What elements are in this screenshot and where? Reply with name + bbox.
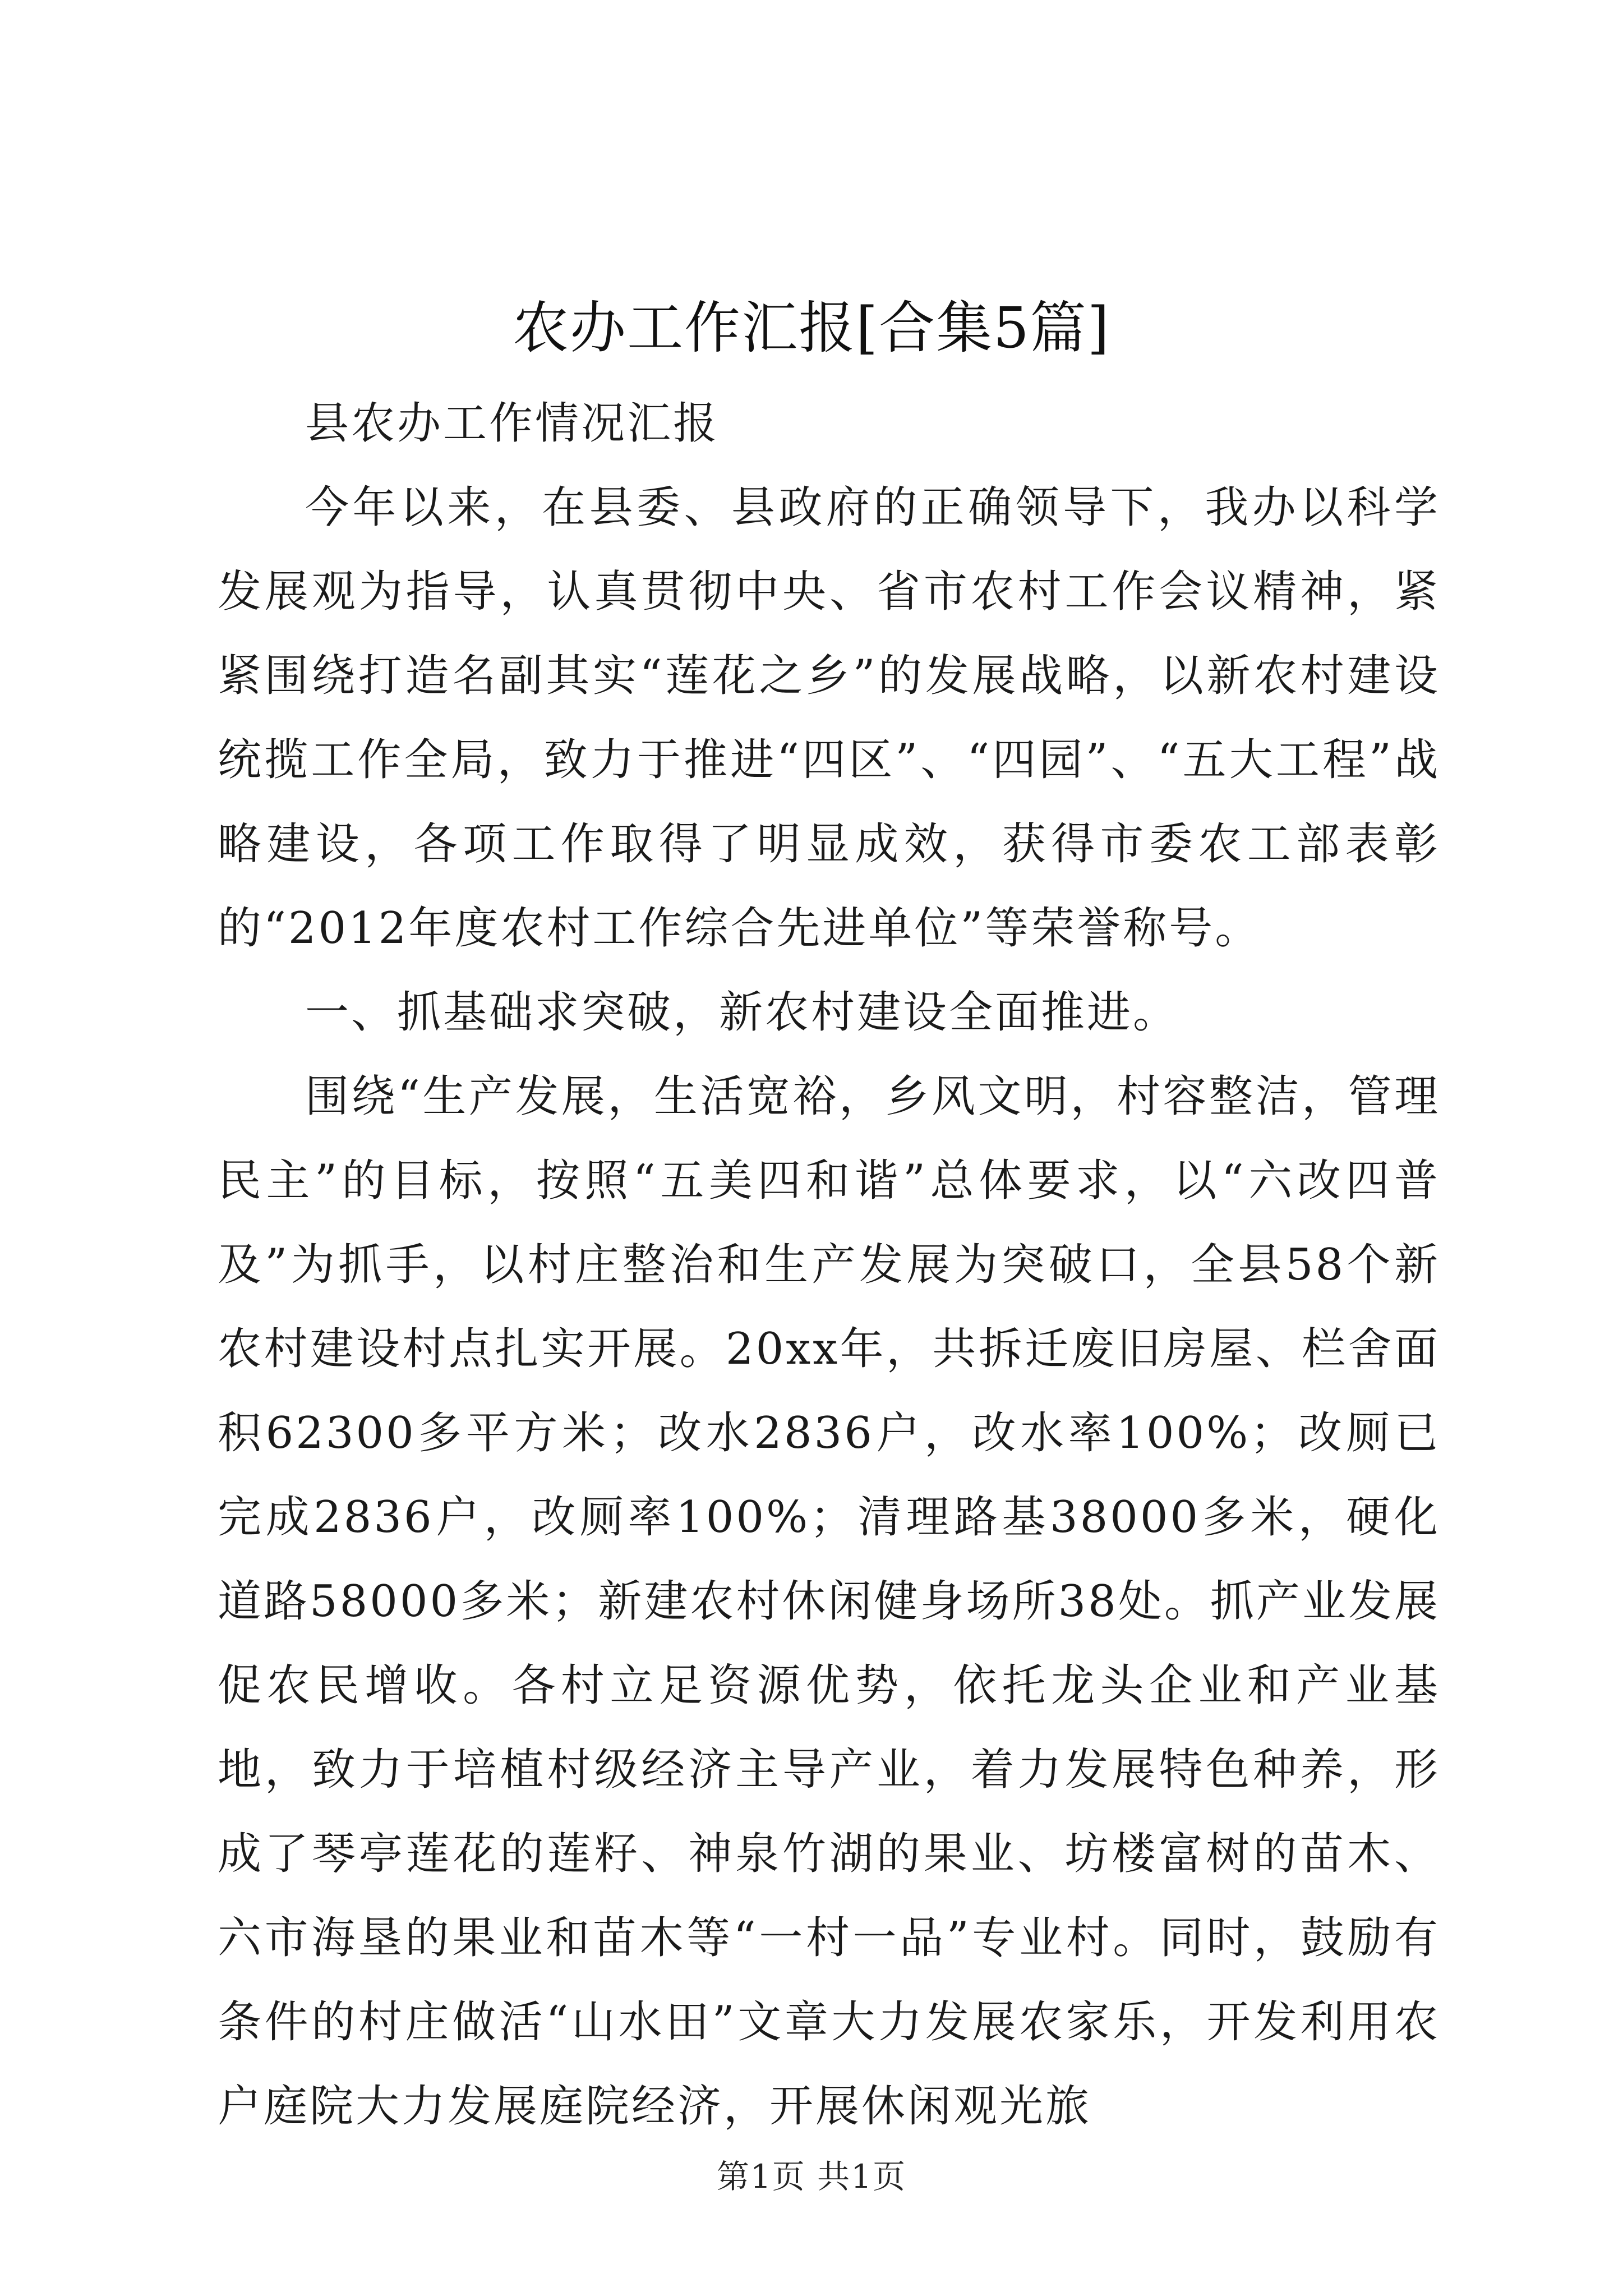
page-footer: 第1页 共1页 bbox=[716, 2157, 907, 2196]
section-body-paragraph: 围绕“生产发展，生活宽裕，乡风文明，村容整洁，管理民主”的目标，按照“五美四和谐”总体要求，以“六改四普及”为抓手，以村庄整治和生产发展为突破口，全县58个新农村建设村点扎实开展。20xx年，共拆迁废旧房屋、栏舍面积62300多平方米；改水2836户，改水率100%；改厕已完成2836户，改厕率100%；清理路基38000多米，硬化道路58000多米；新建农村休闲健身场所38处。抓产业发展促农民增收。各村立足资源优势，依托龙头企业和产业基地，致力于培植村级经济主导产业，着力发展特色种养，形成了琴亭莲花的莲籽、神泉竹湖的果业、坊楼富树的苗木、六市海垦的果业和苗木等“一村一品”专业村。同时，鼓励有条件的村庄做活“山水田”文章大力发展农家乐，开发利用农户庭院大力发展庭院经济，开展休闲观光旅 bbox=[218, 1071, 1440, 2132]
document-title: 农办工作汇报[合集5篇] bbox=[513, 295, 1110, 361]
intro-paragraph: 今年以来，在县委、县政府的正确领导下，我办以科学发展观为指导，认真贯彻中央、省市农村工作会议精神，紧紧围绕打造名副其实“莲花之乡”的发展战略，以新农村建设统揽工作全局，致力于推进“四区”、“四园”、“五大工程”战略建设，各项工作取得了明显成效，获得市委农工部表彰的“2012年度农村工作综合先进单位”等荣誉称号。 bbox=[218, 482, 1440, 954]
document-body bbox=[218, 381, 1440, 2148]
subtitle-paragraph: 县农办工作情况汇报 bbox=[305, 398, 720, 449]
section-heading-paragraph: 一、抓基础求突破，新农村建设全面推进。 bbox=[305, 987, 1179, 1038]
